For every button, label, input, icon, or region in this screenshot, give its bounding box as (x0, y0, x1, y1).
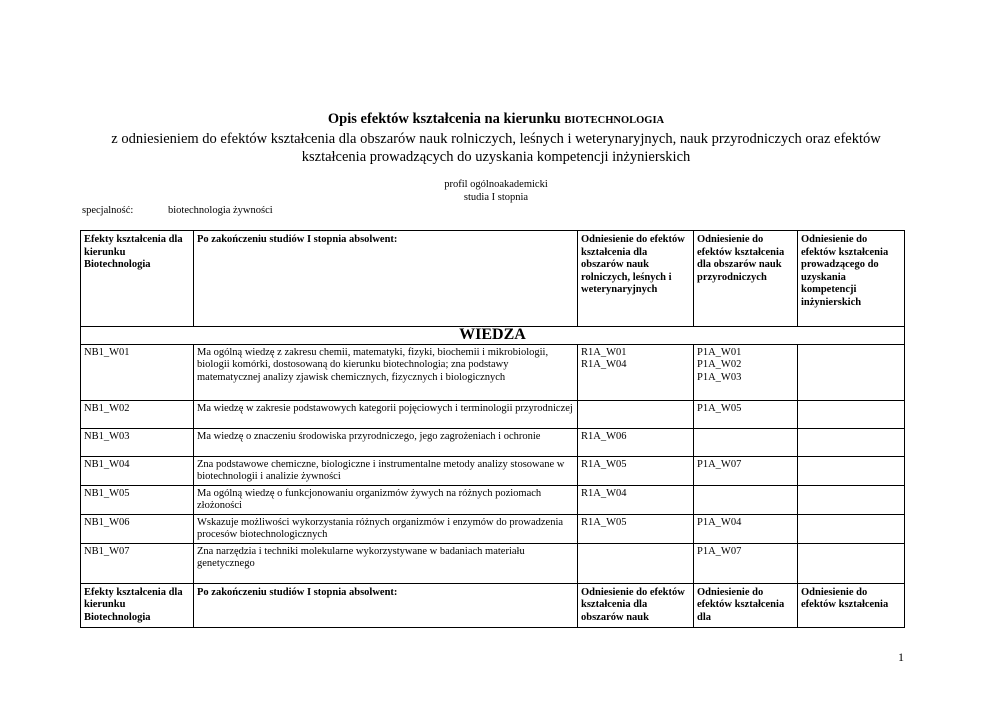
repeat-header-graduate: Po zakończeniu studiów I stopnia absolwent: (194, 583, 578, 627)
r1a-ref: R1A_W01 R1A_W04 (578, 344, 694, 400)
outcome-description: Zna podstawowe chemiczne, biologiczne i instrumentalne metody analizy stosowane w biotechnologii i analizie żywności (194, 456, 578, 485)
repeat-header-outcomes: Efekty kształcenia dla kierunku Biotechnologia (81, 583, 194, 627)
specialty-value: biotechnologia żywności (168, 205, 273, 216)
learning-outcomes-table (80, 230, 905, 628)
study-level-label: studia I stopnia (463, 192, 529, 203)
table-row (81, 456, 905, 485)
engineering-ref (798, 456, 905, 485)
p1a-ref: P1A_W07 (694, 543, 798, 583)
outcome-code: NB1_W07 (81, 543, 194, 583)
outcome-description: Ma wiedzę w zakresie podstawowych kategorii pojęciowych i terminologii przyrodniczej (194, 400, 578, 428)
specialty-label: specjalność: (82, 205, 134, 216)
header-r1a: Odniesienie do efektów kształcenia dla obszarów nauk rolniczych, leśnych i weterynaryjnych (578, 231, 694, 327)
header-p1a: Odniesienie do efektów kształcenia dla obszarów nauk przyrodniczych (694, 231, 798, 327)
section-row (81, 327, 905, 345)
document-title (40, 110, 952, 166)
table-row (81, 344, 905, 400)
profile-label: profil ogólnoakademicki (444, 179, 548, 190)
r1a-ref: R1A_W05 (578, 514, 694, 543)
engineering-ref (798, 485, 905, 514)
r1a-ref (578, 543, 694, 583)
title-line-2: z odniesieniem do efektów kształcenia dla obszarów nauk rolniczych, leśnych i weterynaryjnych, nauk przyrodniczych oraz efektów (111, 131, 881, 147)
p1a-ref: P1A_W04 (694, 514, 798, 543)
r1a-ref (578, 400, 694, 428)
r1a-ref: R1A_W04 (578, 485, 694, 514)
outcome-description: Ma wiedzę o znaczeniu środowiska przyrodniczego, jego zagrożeniach i ochronie (194, 428, 578, 456)
p1a-ref (694, 428, 798, 456)
header-graduate: Po zakończeniu studiów I stopnia absolwent: (194, 231, 578, 327)
table-row (81, 400, 905, 428)
r1a-ref: R1A_W06 (578, 428, 694, 456)
outcome-code: NB1_W06 (81, 514, 194, 543)
table-row (81, 485, 905, 514)
engineering-ref (798, 400, 905, 428)
table-row (81, 428, 905, 456)
p1a-ref: P1A_W01 P1A_W02 P1A_W03 (694, 344, 798, 400)
outcome-description: Zna narzędzia i techniki molekularne wykorzystywane w badaniach materiału genetycznego (194, 543, 578, 583)
outcome-code: NB1_W03 (81, 428, 194, 456)
title-field-name: BIOTECHNOLOGIA (564, 115, 665, 126)
r1a-ref: R1A_W05 (578, 456, 694, 485)
repeat-header-engineering: Odniesienie do efektów kształcenia (798, 583, 905, 627)
repeat-header-r1a: Odniesienie do efektów kształcenia dla obszarów nauk (578, 583, 694, 627)
p1a-ref: P1A_W07 (694, 456, 798, 485)
outcome-code: NB1_W01 (81, 344, 194, 400)
table-row (81, 514, 905, 543)
outcome-description: Ma ogólną wiedzę o funkcjonowaniu organizmów żywych na różnych poziomach złożoności (194, 485, 578, 514)
p1a-ref: P1A_W05 (694, 400, 798, 428)
header-engineering: Odniesienie do efektów kształcenia prowadzącego do uzyskania kompetencji inżynierskich (798, 231, 905, 327)
outcome-description: Wskazuje możliwości wykorzystania różnych organizmów i enzymów do prowadzenia procesów biotechnologicznych (194, 514, 578, 543)
table-row (81, 543, 905, 583)
engineering-ref (798, 543, 905, 583)
p1a-ref (694, 485, 798, 514)
table-repeat-header-row (81, 583, 905, 627)
title-main-text: Opis efektów kształcenia na kierunku (327, 111, 565, 127)
page-number: 1 (898, 650, 904, 664)
outcome-description: Ma ogólną wiedzę z zakresu chemii, matematyki, fizyki, biochemii i mikrobiologii, biologii komórki, dostosowaną do kierunku biotechnologia; zna podstawy matematycznej analizy zjawisk chemicznych, fizycznych i biologicznych (194, 344, 578, 400)
outcome-code: NB1_W04 (81, 456, 194, 485)
engineering-ref (798, 428, 905, 456)
table-header-row (81, 231, 905, 327)
repeat-header-p1a: Odniesienie do efektów kształcenia dla (694, 583, 798, 627)
engineering-ref (798, 514, 905, 543)
engineering-ref (798, 344, 905, 400)
title-line-3: kształcenia prowadzących do uzyskania kompetencji inżynierskich (301, 149, 691, 165)
outcome-code: NB1_W05 (81, 485, 194, 514)
outcome-code: NB1_W02 (81, 400, 194, 428)
section-title: WIEDZA (81, 327, 905, 345)
header-outcomes: Efekty kształcenia dla kierunku Biotechnologia (81, 231, 194, 327)
title-line-1 (40, 110, 952, 130)
